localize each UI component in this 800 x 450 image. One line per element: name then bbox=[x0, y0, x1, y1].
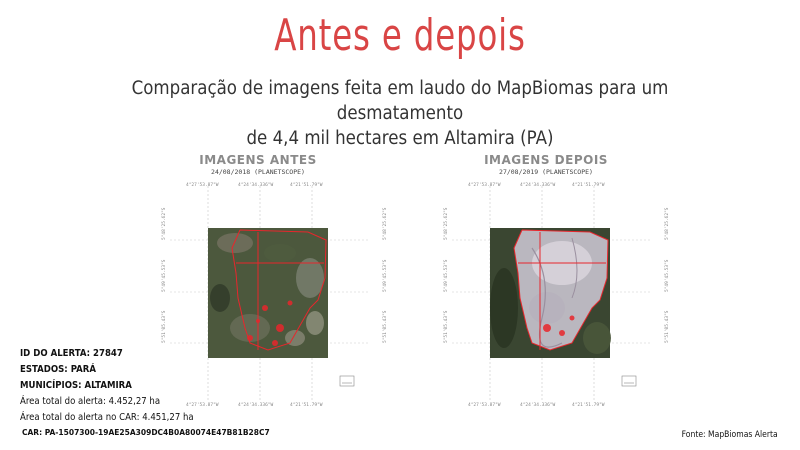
before-panel-date: 24/08/2018 (PLANETSCOPE) bbox=[211, 168, 305, 176]
after-map bbox=[422, 178, 672, 408]
before-scale-bar bbox=[340, 376, 354, 386]
before-map bbox=[140, 178, 390, 408]
subtitle-line-2: de 4,4 mil hectares em Altamira (PA) bbox=[246, 128, 554, 149]
before-lat-tick-6: 5°51'05.43"S bbox=[383, 310, 388, 343]
before-lon-tick-1: 4°27'53.87"W bbox=[186, 183, 219, 188]
after-lat-tick-1: 5°48'25.62"S bbox=[444, 207, 449, 240]
alert-car-area: Área total do alerta no CAR: 4.451,27 ha bbox=[20, 412, 194, 423]
subtitle-line-1: Comparação de imagens feita em laudo do MapBiomas para um desmatamento bbox=[131, 78, 669, 124]
after-lat-tick-6: 5°51'05.43"S bbox=[665, 310, 670, 343]
before-lat-tick-2: 5°49'45.53"S bbox=[162, 259, 167, 292]
before-lon-tick-4: 4°27'53.87"W bbox=[186, 403, 219, 408]
after-lon-tick-5: 4°24'34.336"W bbox=[520, 403, 556, 408]
before-satellite-image bbox=[208, 228, 328, 358]
before-lon-tick-5: 4°24'34.336"W bbox=[238, 403, 274, 408]
alert-municipalities: MUNICÍPIOS: ALTAMIRA bbox=[20, 380, 132, 391]
before-lat-tick-5: 5°49'45.53"S bbox=[383, 259, 388, 292]
source-credit: Fonte: MapBiomas Alerta bbox=[681, 430, 778, 440]
before-lat-tick-1: 5°48'25.62"S bbox=[162, 207, 167, 240]
alert-id: ID DO ALERTA: 27847 bbox=[20, 348, 123, 359]
before-panel-title: IMAGENS ANTES bbox=[199, 153, 317, 167]
before-lat-tick-4: 5°48'25.62"S bbox=[383, 207, 388, 240]
alert-total-area: Área total do alerta: 4.452,27 ha bbox=[20, 396, 161, 407]
after-lon-tick-4: 4°27'53.87"W bbox=[468, 403, 501, 408]
after-lon-tick-3: 4°21'51.79"W bbox=[572, 183, 605, 188]
before-lon-tick-3: 4°21'51.79"W bbox=[290, 183, 323, 188]
after-scale-bar bbox=[622, 376, 636, 386]
after-lat-tick-4: 5°48'25.62"S bbox=[665, 207, 670, 240]
page-subtitle bbox=[94, 76, 706, 151]
after-lon-tick-6: 4°21'51.79"W bbox=[572, 403, 605, 408]
alert-car-code: CAR: PA-1507300-19AE25A309DC4B0A80074E47B81B28C7 bbox=[22, 428, 270, 437]
after-panel-title: IMAGENS DEPOIS bbox=[484, 153, 608, 167]
page-title: Antes e depois bbox=[274, 10, 526, 61]
after-lon-tick-1: 4°27'53.87"W bbox=[468, 183, 501, 188]
before-lon-tick-6: 4°21'51.79"W bbox=[290, 403, 323, 408]
after-lat-tick-5: 5°49'45.53"S bbox=[665, 259, 670, 292]
after-lat-tick-2: 5°49'45.53"S bbox=[444, 259, 449, 292]
after-lat-tick-3: 5°51'05.43"S bbox=[444, 310, 449, 343]
before-lat-tick-3: 5°51'05.43"S bbox=[162, 310, 167, 343]
after-panel-date: 27/08/2019 (PLANETSCOPE) bbox=[499, 168, 593, 176]
alert-states: ESTADOS: PARÁ bbox=[20, 364, 97, 375]
before-lon-tick-2: 4°24'34.336"W bbox=[238, 183, 274, 188]
after-lon-tick-2: 4°24'34.336"W bbox=[520, 183, 556, 188]
